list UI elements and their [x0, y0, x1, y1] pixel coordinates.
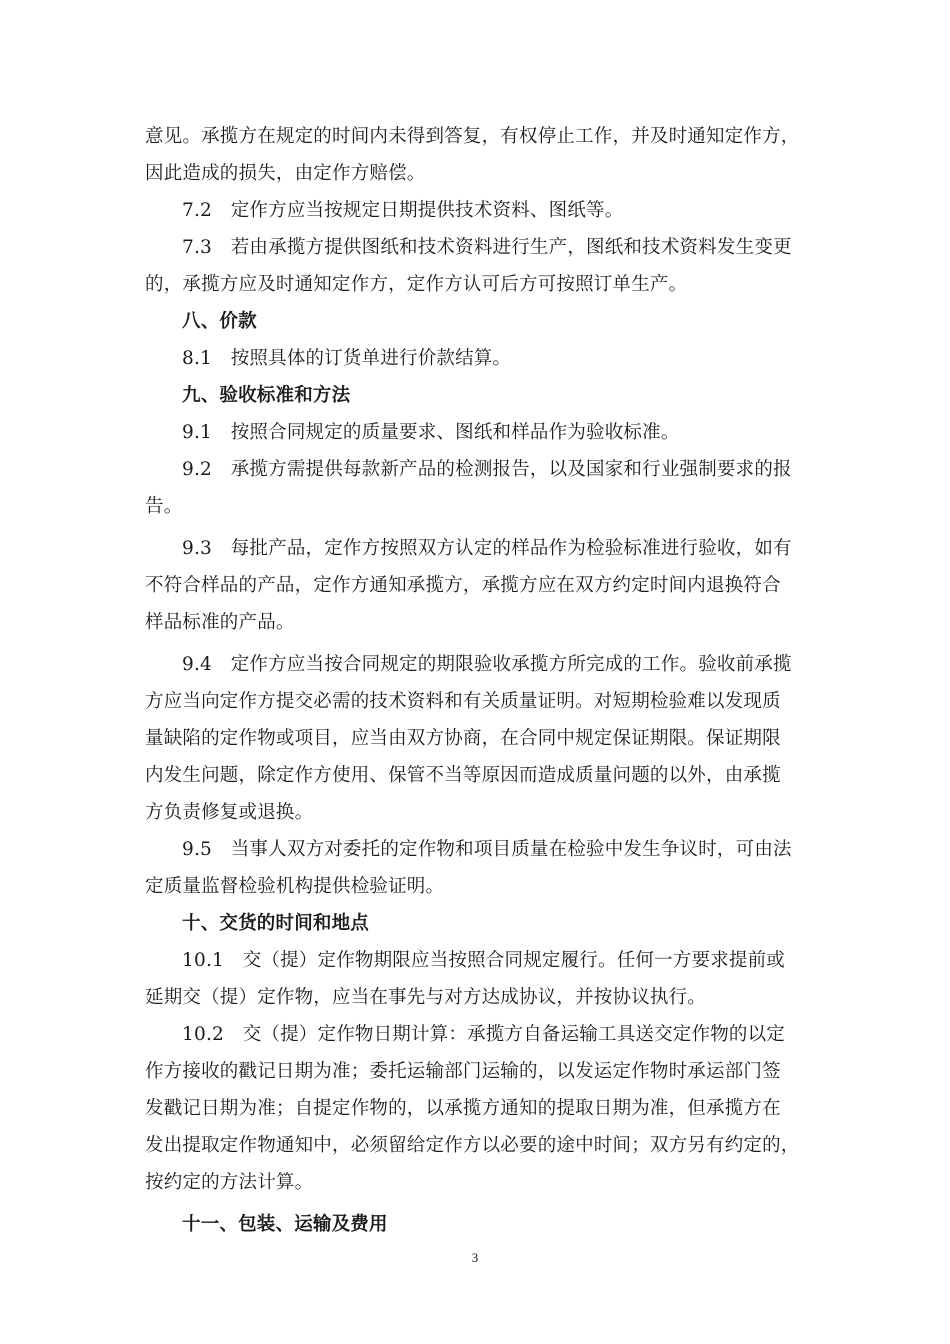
- text-line: 按约定的方法计算。: [145, 1172, 314, 1193]
- section-heading-acceptance: 九、验收标准和方法: [182, 385, 351, 406]
- text-line: 延期交（提）定作物，应当在事先与对方达成协议，并按协议执行。: [145, 987, 707, 1008]
- clause-8-1: 8.1 按照具体的订货单进行价款结算。: [182, 348, 512, 369]
- text-line: 方负责修复或退换。: [145, 802, 314, 823]
- clause-9-1: 9.1 按照合同规定的质量要求、图纸和样品作为验收标准。: [182, 422, 680, 443]
- text-line: 告。: [145, 496, 183, 517]
- text-line: 量缺陷的定作物或项目，应当由双方协商，在合同中规定保证期限。保证期限: [145, 728, 781, 749]
- clause-9-2: 9.2 承揽方需提供每款新产品的检测报告，以及国家和行业强制要求的报: [182, 459, 792, 480]
- text-line: 定质量监督检验机构提供检验证明。: [145, 876, 445, 897]
- clause-7-3: 7.3 若由承揽方提供图纸和技术资料进行生产，图纸和技术资料发生变更: [182, 237, 792, 258]
- text-line: 内发生问题，除定作方使用、保管不当等原因而造成质量问题的以外，由承揽: [145, 765, 781, 786]
- text-line: 发戳记日期为准；自提定作物的，以承揽方通知的提取日期为准，但承揽方在: [145, 1098, 781, 1119]
- clause-9-5: 9.5 当事人双方对委托的定作物和项目质量在检验中发生争议时，可由法: [182, 839, 792, 860]
- text-line: 方应当向定作方提交必需的技术资料和有关质量证明。对短期检验难以发现质: [145, 691, 781, 712]
- clause-10-1: 10.1 交（提）定作物期限应当按照合同规定履行。任何一方要求提前或: [182, 950, 785, 971]
- section-heading-delivery: 十、交货的时间和地点: [182, 913, 370, 934]
- text-line: 因此造成的损失，由定作方赔偿。: [145, 163, 426, 184]
- text-line: 意见。承揽方在规定的时间内未得到答复，有权停止工作，并及时通知定作方，: [145, 126, 800, 147]
- text-line: 不符合样品的产品，定作方通知承揽方，承揽方应在双方约定时间内退换符合: [145, 575, 781, 596]
- clause-7-2: 7.2 定作方应当按规定日期提供技术资料、图纸等。: [182, 200, 624, 221]
- section-heading-price: 八、价款: [182, 311, 257, 332]
- text-line: 作方接收的戳记日期为准；委托运输部门运输的，以发运定作物时承运部门签: [145, 1061, 781, 1082]
- document-page: [145, 118, 807, 1243]
- text-line: 的，承揽方应及时通知定作方，定作方认可后方可按照订单生产。: [145, 274, 688, 295]
- text-line: 样品标准的产品。: [145, 612, 295, 633]
- clause-10-2: 10.2 交（提）定作物日期计算：承揽方自备运输工具送交定作物的以定: [182, 1024, 785, 1045]
- text-line: 发出提取定作物通知中，必须留给定作方以必要的途中时间；双方另有约定的，: [145, 1135, 800, 1156]
- clause-9-4: 9.4 定作方应当按合同规定的期限验收承揽方所完成的工作。验收前承揽: [182, 654, 792, 675]
- page-number: 3: [471, 1250, 479, 1265]
- section-heading-packaging: 十一、包装、运输及费用: [182, 1214, 388, 1235]
- clause-9-3: 9.3 每批产品，定作方按照双方认定的样品作为检验标准进行验收，如有: [182, 538, 792, 559]
